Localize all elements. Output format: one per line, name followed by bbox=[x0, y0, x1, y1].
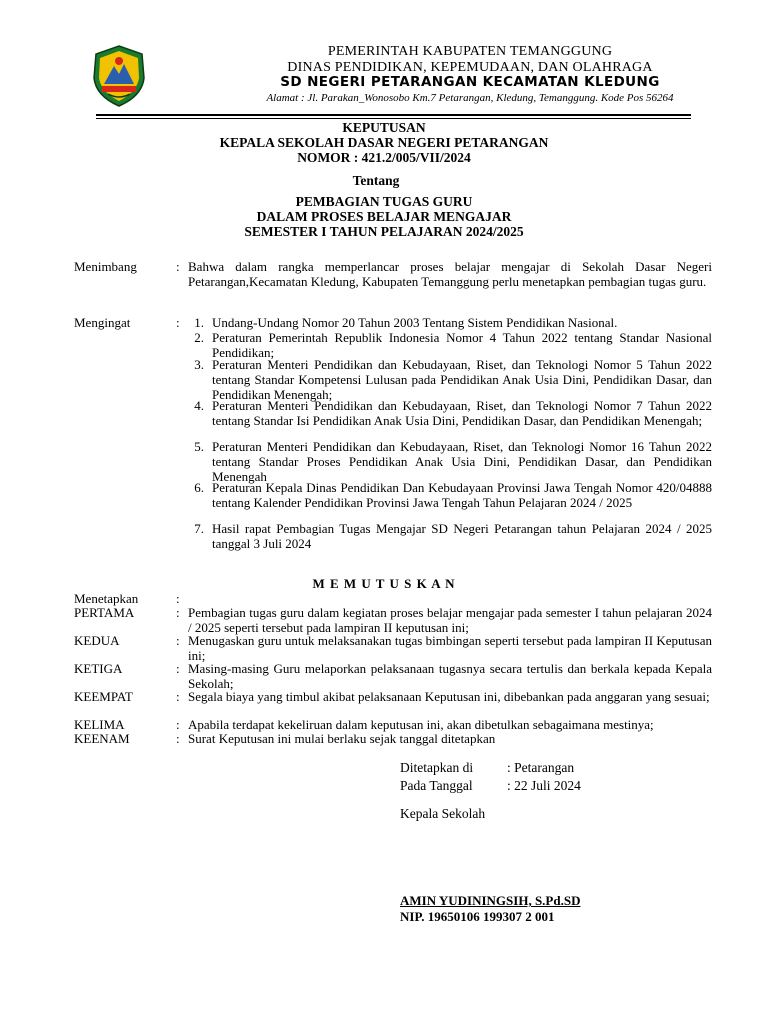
ditetapkan-value: : Petarangan bbox=[507, 760, 575, 775]
mengingat-item-4-number: 4. bbox=[194, 398, 204, 413]
mengingat-item-3-number: 3. bbox=[194, 357, 204, 372]
memutuskan-heading: M E M U T U S K A N bbox=[312, 576, 456, 591]
mengingat-item-7-number: 7. bbox=[194, 521, 204, 536]
menimbang-colon: : bbox=[176, 259, 180, 274]
doc-subject-2: DALAM PROSES BELAJAR MENGAJAR bbox=[256, 209, 512, 224]
letterhead-address: Alamat : Jl. Parakan_Wonosobo Km.7 Petarangan, Kledung, Temanggung. Kode Pos 56264 bbox=[266, 92, 674, 104]
kelima-label: KELIMA bbox=[74, 717, 125, 732]
mengingat-item-5-text: Peraturan Menteri Pendidikan dan Kebudayaan, Riset, dan Teknologi Nomor 16 Tahun 2022 tentang Standar Proses Pendidikan Anak Usia Dini, Pendidikan Dasar, dan Pendidikan Menengah bbox=[212, 439, 712, 484]
keempat-label: KEEMPAT bbox=[74, 689, 133, 704]
keempat-colon: : bbox=[176, 689, 180, 704]
mengingat-item-6-text: Peraturan Kepala Dinas Pendidikan Dan Kebudayaan Provinsi Jawa Tengah Nomor 420/04888 tentang Kalender Pendidikan Provinsi Jawa Tengah Tahun Pelajaran 2024 / 2025 bbox=[212, 480, 712, 510]
signatory-nip: NIP. 19650106 199307 2 001 bbox=[400, 909, 555, 924]
doc-issuer: KEPALA SEKOLAH DASAR NEGERI PETARANGAN bbox=[219, 135, 549, 150]
mengingat-item-4-text: Peraturan Menteri Pendidikan dan Kebudayaan, Riset, dan Teknologi Nomor 7 Tahun 2022 tentang Standar Isi Pendidikan Anak Usia Dini, Pendidikan Dasar, dan Pendidikan Menengah; bbox=[212, 398, 712, 428]
menetapkan-colon: : bbox=[176, 591, 180, 606]
pertama-colon: : bbox=[176, 605, 180, 620]
mengingat-item-2-text: Peraturan Pemerintah Republik Indonesia Nomor 4 Tahun 2022 tentang Standar Nasional Pendidikan; bbox=[212, 330, 712, 360]
mengingat-item-1-text: Undang-Undang Nomor 20 Tahun 2003 Tentang Sistem Pendidikan Nasional. bbox=[212, 315, 618, 330]
kedua-colon: : bbox=[176, 633, 180, 648]
keenam-text: Surat Keputusan ini mulai berlaku sejak tanggal ditetapkan bbox=[188, 731, 496, 746]
doc-subject-1: PEMBAGIAN TUGAS GURU bbox=[295, 194, 473, 209]
mengingat-item-6-number: 6. bbox=[194, 480, 204, 495]
mengingat-colon: : bbox=[176, 315, 180, 330]
letterhead-divider-thin bbox=[96, 118, 691, 119]
menimbang-label: Menimbang bbox=[74, 259, 137, 274]
signatory-position: Kepala Sekolah bbox=[400, 806, 486, 821]
doc-tentang: Tentang bbox=[352, 173, 400, 188]
doc-subject-3: SEMESTER I TAHUN PELAJARAN 2024/2025 bbox=[244, 224, 524, 239]
keempat-text: Segala biaya yang timbul akibat pelaksanaan Keputusan ini, dibebankan pada anggaran yang sesuai; bbox=[188, 689, 710, 704]
pertama-label: PERTAMA bbox=[74, 605, 135, 620]
menimbang-text: Bahwa dalam rangka memperlancar proses belajar mengajar di Sekolah Dasar Negeri Petarangan,Kecamatan Kledung, Kabupaten Temanggung perlu menetapkan pembagian tugas guru. bbox=[188, 259, 712, 289]
mengingat-item-7-text: Hasil rapat Pembagian Tugas Mengajar SD Negeri Petarangan tahun Pelajaran 2024 / 2025 tanggal 3 Juli 2024 bbox=[212, 521, 712, 551]
tanggal-value: : 22 Juli 2024 bbox=[507, 778, 581, 793]
ditetapkan-label: Ditetapkan di bbox=[400, 760, 474, 775]
mengingat-item-3-text: Peraturan Menteri Pendidikan dan Kebudayaan, Riset, dan Teknologi Nomor 5 Tahun 2022 tentang Standar Kompetensi Lulusan pada Pendidikan Anak Usia Dini, Pendidikan Dasar, dan Pendidikan Menengah; bbox=[212, 357, 712, 402]
keenam-label: KEENAM bbox=[74, 731, 130, 746]
mengingat-item-5-number: 5. bbox=[194, 439, 204, 454]
menetapkan-label: Menetapkan bbox=[74, 591, 139, 606]
mengingat-label: Mengingat bbox=[74, 315, 131, 330]
letterhead-divider-thick bbox=[96, 114, 691, 116]
kelima-text: Apabila terdapat kekeliruan dalam keputusan ini, akan dibetulkan sebagaimana mestinya; bbox=[188, 717, 654, 732]
kedua-label: KEDUA bbox=[74, 633, 120, 648]
keenam-colon: : bbox=[176, 731, 180, 746]
letterhead-government: PEMERINTAH KABUPATEN TEMANGGUNG bbox=[327, 44, 613, 59]
signatory-name: AMIN YUDININGSIH, S.Pd.SD bbox=[400, 893, 581, 908]
tanggal-label: Pada Tanggal bbox=[400, 778, 473, 793]
doc-type: KEPUTUSAN bbox=[342, 120, 426, 135]
ketiga-text: Masing-masing Guru melaporkan pelaksanaan tugasnya secara tertulis dan berkala kepada Kepala Sekolah; bbox=[188, 661, 712, 691]
mengingat-item-1-number: 1. bbox=[194, 315, 204, 330]
letterhead-school-name: SD NEGERI PETARANGAN KECAMATAN KLEDUNG bbox=[280, 74, 660, 90]
kelima-colon: : bbox=[176, 717, 180, 732]
pertama-text: Pembagian tugas guru dalam kegiatan proses belajar mengajar pada semester I tahun pelajaran 2024 / 2025 seperti tersebut pada lampiran II keputusan ini; bbox=[188, 605, 712, 635]
doc-number: NOMOR : 421.2/005/VII/2024 bbox=[297, 150, 471, 165]
ketiga-label: KETIGA bbox=[74, 661, 123, 676]
kedua-text: Menugaskan guru untuk melaksanakan tugas bimbingan seperti tersebut pada lampiran II Keputusan ini; bbox=[188, 633, 712, 663]
letterhead-department: DINAS PENDIDIKAN, KEPEMUDAAN, DAN OLAHRAGA bbox=[287, 60, 653, 75]
ketiga-colon: : bbox=[176, 661, 180, 676]
mengingat-item-2-number: 2. bbox=[194, 330, 204, 345]
